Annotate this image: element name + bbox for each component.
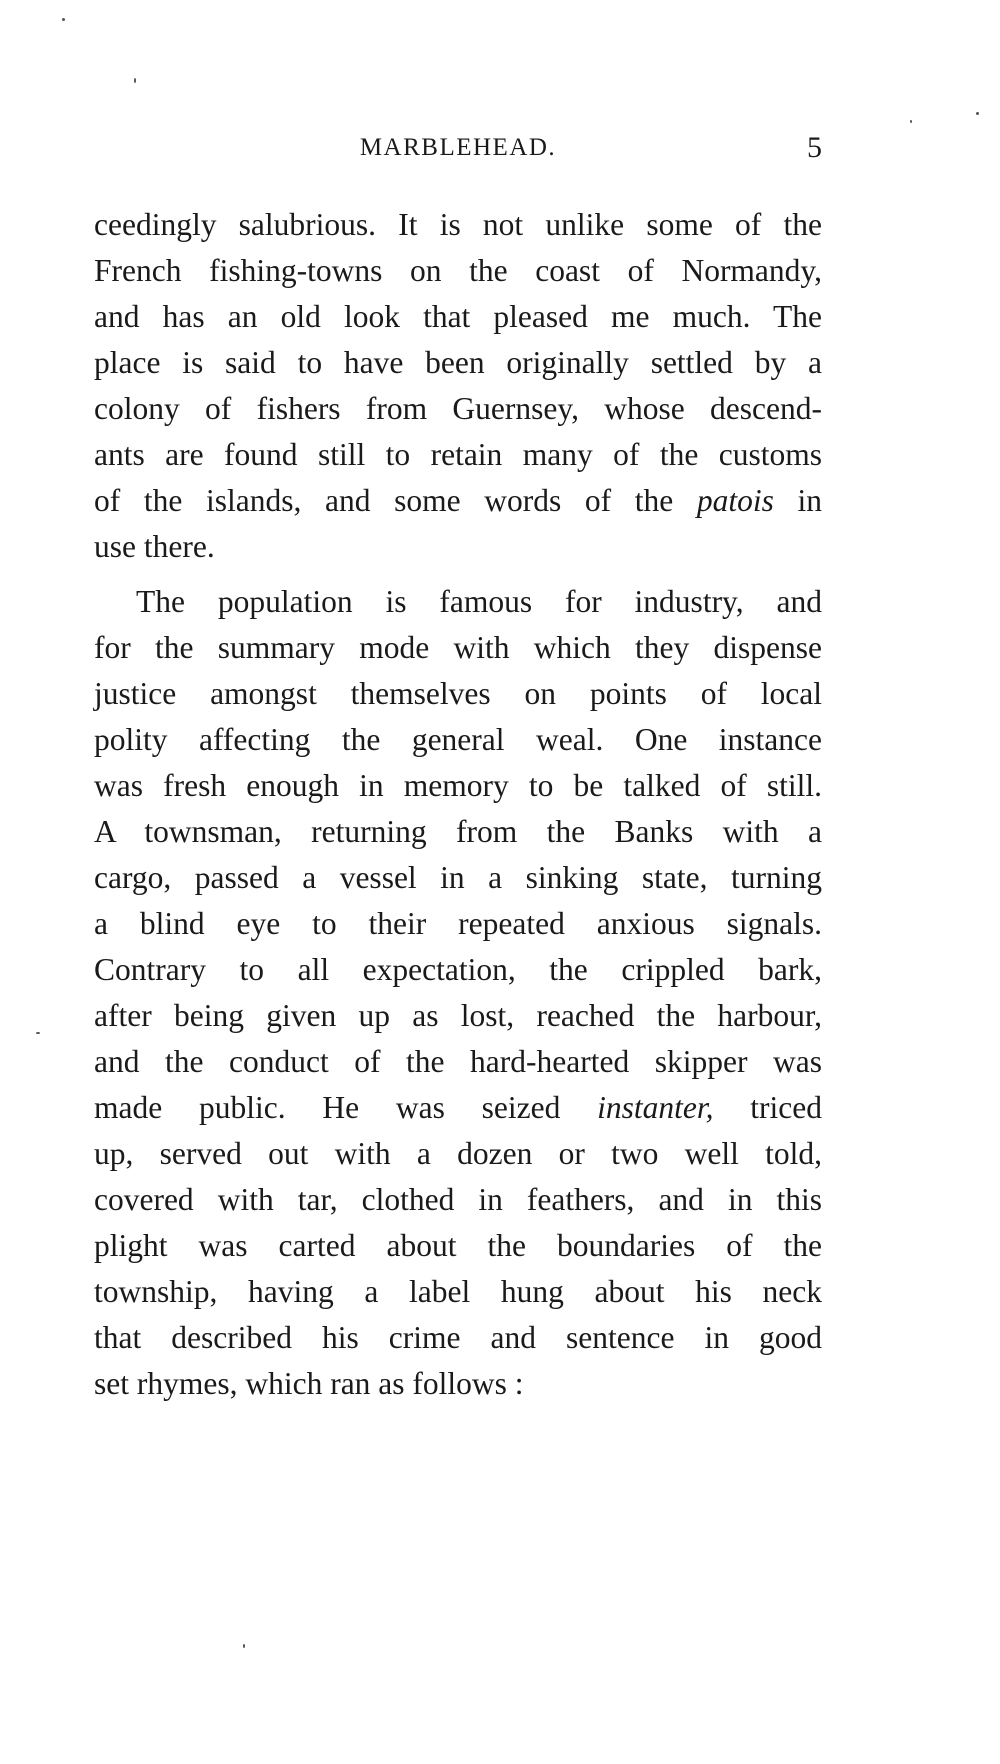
text-line: polity affecting the general weal. One instance bbox=[94, 722, 822, 757]
text-line: was fresh enough in memory to be talked of still. bbox=[94, 768, 822, 803]
text-line: French fishing-towns on the coast of Normandy, bbox=[94, 253, 822, 288]
print-speck bbox=[976, 112, 979, 115]
italic-word: instanter, bbox=[597, 1090, 714, 1125]
text-line: township, having a label hung about his neck bbox=[94, 1274, 822, 1309]
text-line: ceedingly salubrious. It is not unlike some of the bbox=[94, 207, 822, 242]
print-speck bbox=[910, 120, 912, 123]
print-speck bbox=[62, 18, 65, 21]
text-line: set rhymes, which ran as follows : bbox=[94, 1366, 524, 1401]
italic-word: patois bbox=[696, 483, 774, 518]
text-line: use there. bbox=[94, 529, 215, 564]
text-line: a blind eye to their repeated anxious signals. bbox=[94, 906, 822, 941]
paragraph bbox=[94, 202, 822, 570]
print-speck bbox=[134, 78, 136, 83]
text-line: Contrary to all expectation, the crippled bark, bbox=[94, 952, 822, 987]
text-line: ants are found still to retain many of the customs bbox=[94, 437, 822, 472]
text-line: after being given up as lost, reached the harbour, bbox=[94, 998, 822, 1033]
body-text bbox=[94, 202, 822, 1407]
running-head bbox=[94, 128, 822, 168]
text-line: The population is famous for industry, and bbox=[136, 584, 822, 619]
paragraph bbox=[94, 579, 822, 1407]
running-title: MARBLEHEAD. bbox=[359, 134, 557, 161]
text-line: for the summary mode with which they dispense bbox=[94, 630, 822, 665]
text-line: colony of fishers from Guernsey, whose descend- bbox=[94, 391, 822, 426]
text-line: A townsman, returning from the Banks with a bbox=[94, 814, 822, 849]
text-line: plight was carted about the boundaries of the bbox=[94, 1228, 822, 1263]
text-line: up, served out with a dozen or two well told, bbox=[94, 1136, 822, 1171]
text-line: place is said to have been originally settled by a bbox=[94, 345, 822, 380]
print-speck bbox=[243, 1644, 245, 1648]
text-line: and the conduct of the hard-hearted skipper was bbox=[94, 1044, 822, 1079]
text-line: that described his crime and sentence in good bbox=[94, 1320, 822, 1355]
text-line: covered with tar, clothed in feathers, and in this bbox=[94, 1182, 822, 1217]
text-line: made public. He was seized instanter, triced bbox=[94, 1090, 822, 1125]
text-line: cargo, passed a vessel in a sinking state, turning bbox=[94, 860, 822, 895]
print-speck bbox=[36, 1032, 40, 1034]
text-line: and has an old look that pleased me much. The bbox=[94, 299, 822, 334]
text-line: justice amongst themselves on points of local bbox=[94, 676, 822, 711]
text-line: of the islands, and some words of the patois in bbox=[94, 483, 822, 518]
page-number: 5 bbox=[807, 131, 822, 164]
